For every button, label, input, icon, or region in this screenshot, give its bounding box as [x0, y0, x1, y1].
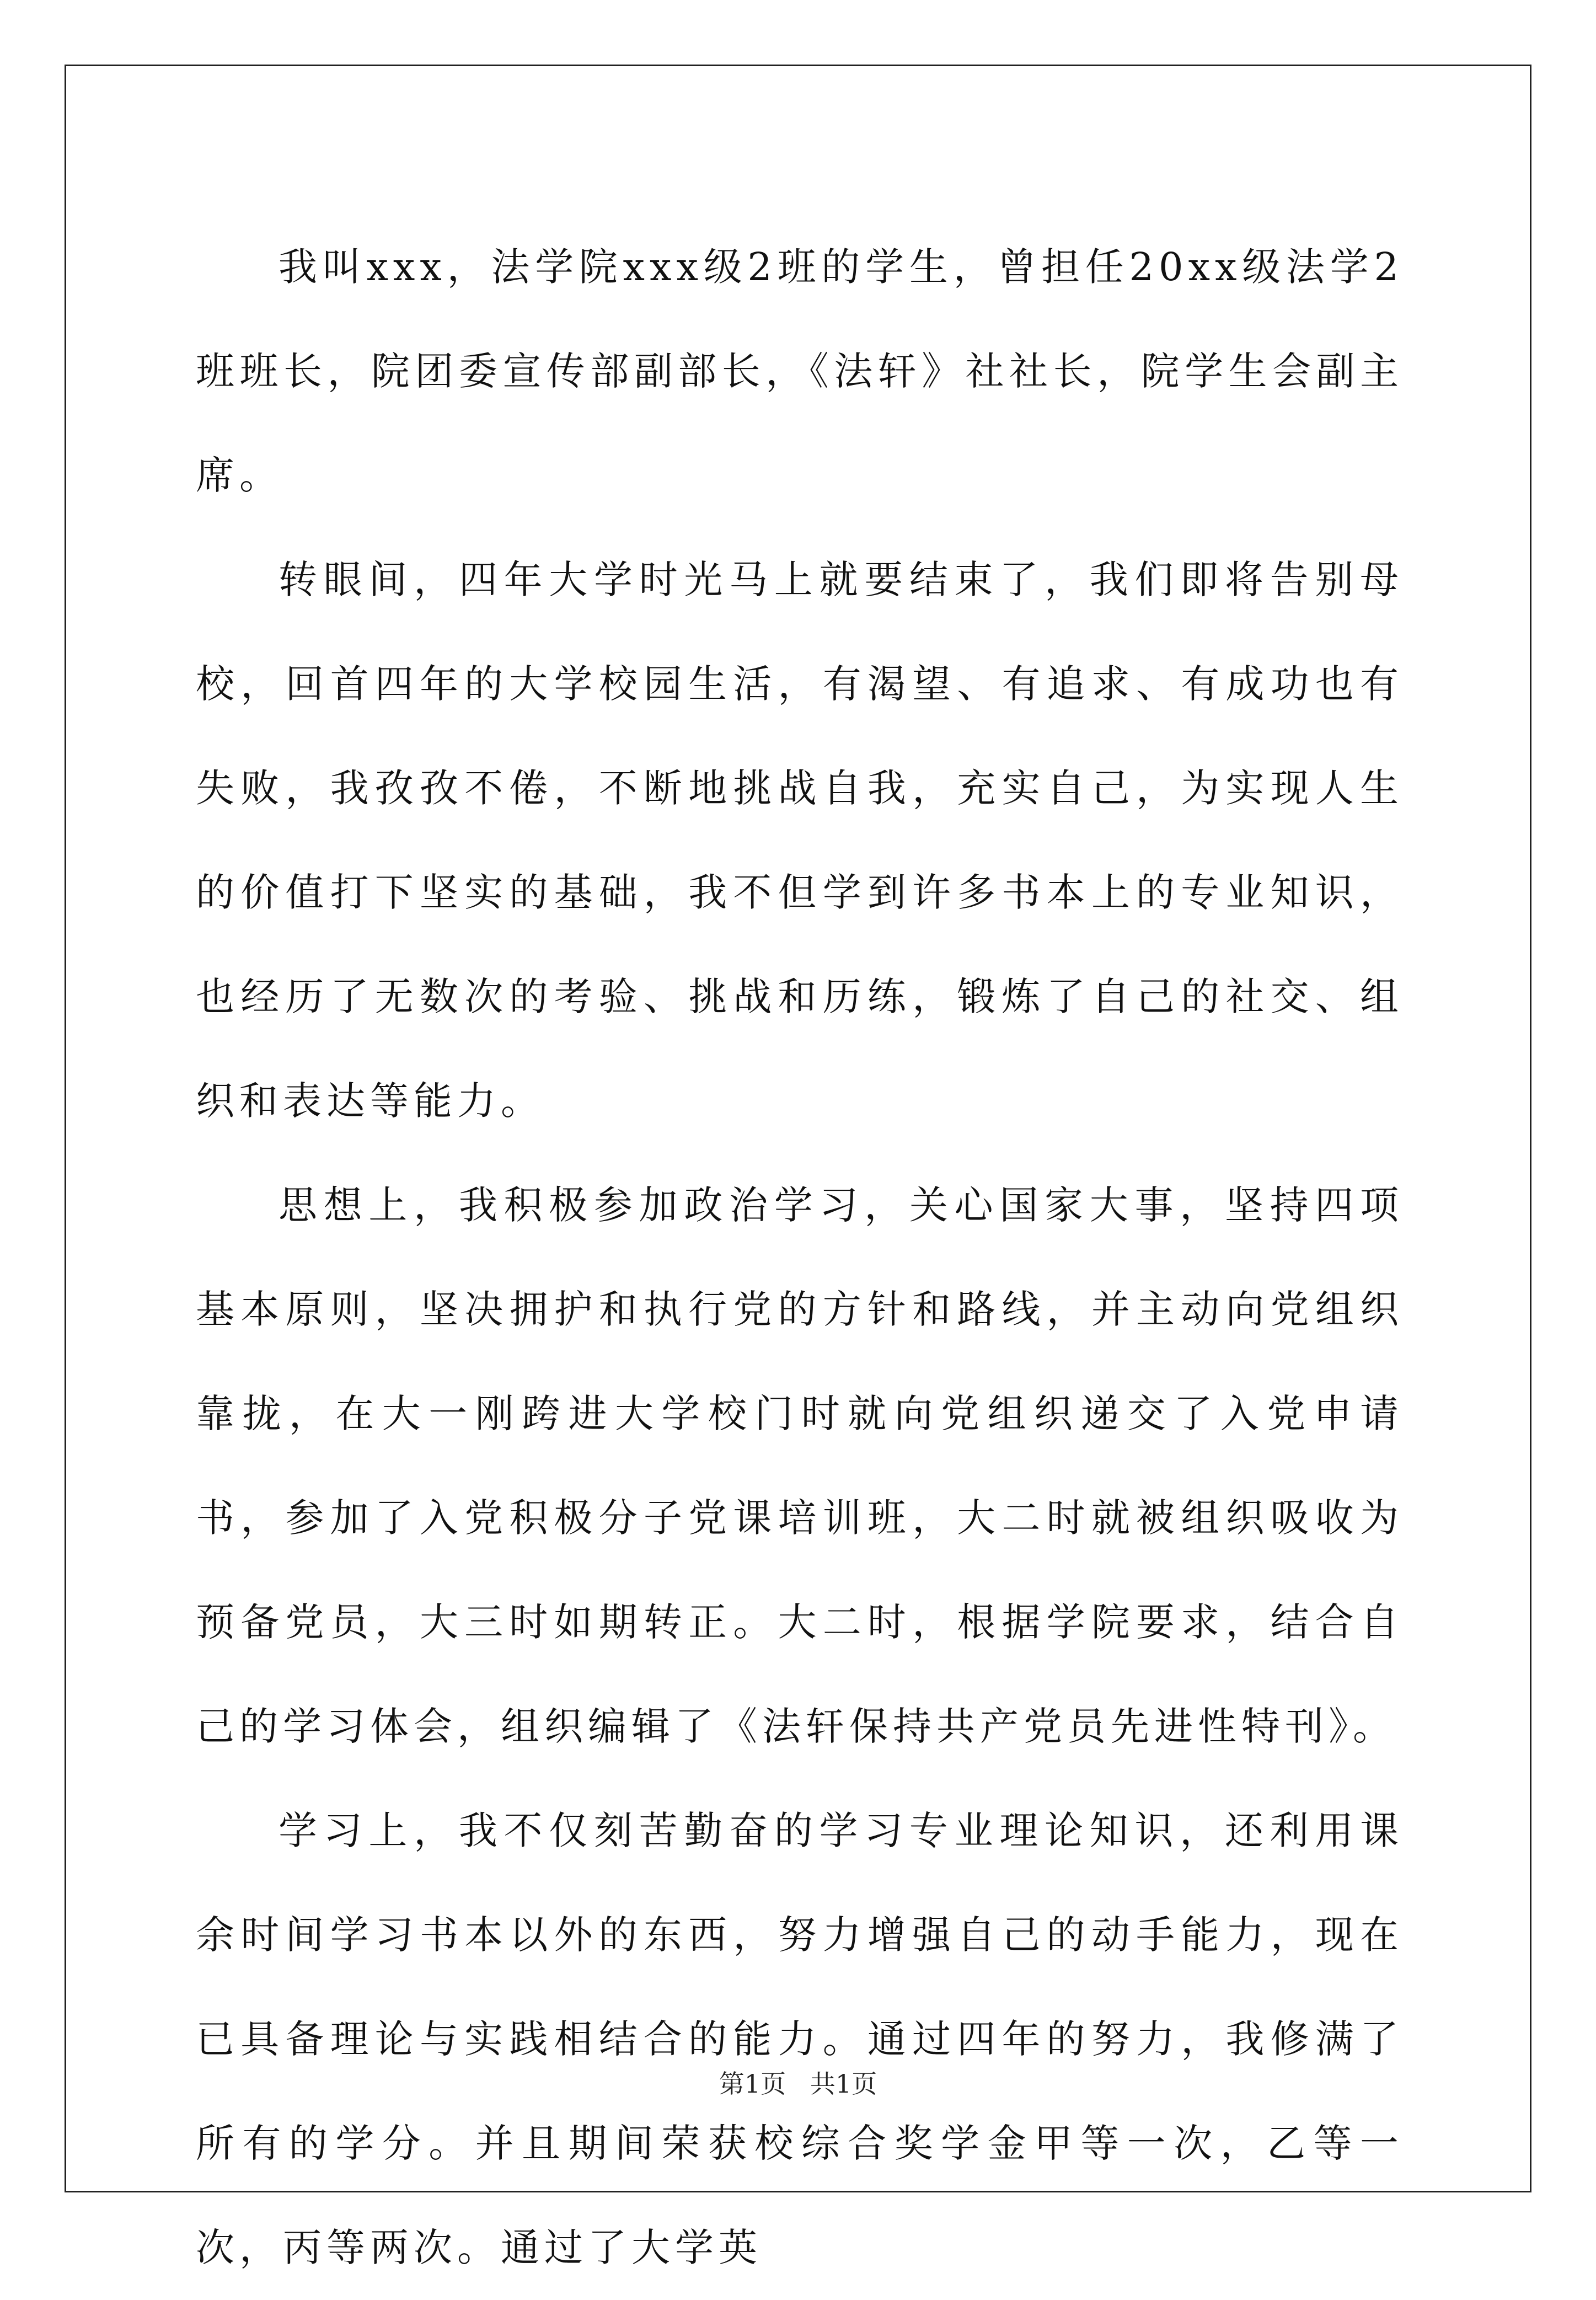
- page-number-footer: 第1页 共1页: [719, 2069, 877, 2099]
- paragraph-ideology: 思想上，我积极参加政治学习，关心国家大事，坚持四项基本原则，坚决拥护和执行党的方针和路线，并主动向党组织靠拢，在大一刚跨进大学校门时就向党组织递交了入党申请书，参加了入党积极分子党课培训班，大二时就被组织吸收为预备党员，大三时如期转正。大二时，根据学院要求，结合自己的学习体会，组织编辑了《法轩保持共产党员先进性特刊》。: [196, 1183, 1404, 1749]
- paragraph-intro: 我叫xxx，法学院xxx级2班的学生，曾担任20xx级法学2班班长，院团委宣传部副部长，《法轩》社社长，院学生会副主席。: [196, 244, 1404, 498]
- paragraph-study: 学习上，我不仅刻苦勤奋的学习专业理论知识，还利用课余时间学习书本以外的东西，努力增强自己的动手能力，现在已具备理论与实践相结合的能力。通过四年的努力，我修满了所有的学分。并且期间荣获校综合奖学金甲等一次，乙等一次，丙等两次。通过了大学英: [196, 1808, 1404, 2270]
- document-body: [196, 215, 1404, 2300]
- paragraph-overview: 转眼间，四年大学时光马上就要结束了，我们即将告别母校，回首四年的大学校园生活，有渴望、有追求、有成功也有失败，我孜孜不倦，不断地挑战自我，充实自己，为实现人生的价值打下坚实的基础，我不但学到许多书本上的专业知识，也经历了无数次的考验、挑战和历练，锻炼了自己的社交、组织和表达等能力。: [196, 557, 1404, 1124]
